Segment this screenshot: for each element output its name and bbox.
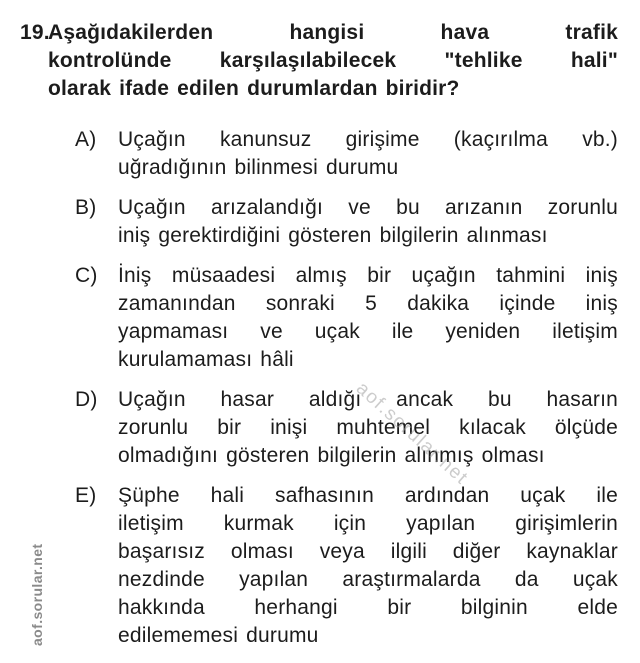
- question-text-line-1: Aşağıdakilerden hangisi hava trafik: [48, 21, 618, 44]
- option-e-line-5: hakkında herhangi bir bilginin elde: [118, 596, 618, 619]
- option-d-line-3: olmadığını gösteren bilgilerin alınmış olması: [118, 444, 545, 467]
- option-letter-a: A): [75, 128, 97, 151]
- option-row-e: [75, 482, 640, 650]
- options-list: [0, 126, 640, 650]
- option-row-b: [75, 194, 640, 250]
- option-d-line-1: Uçağın hasar aldığı ancak bu hasarın: [118, 388, 618, 411]
- question-text-line-3: olarak ifade edilen durumlardan biridir?: [48, 77, 460, 100]
- question-text-line-2: kontrolünde karşılaşılabilecek "tehlike hali": [48, 49, 618, 72]
- question-block: [0, 0, 640, 103]
- option-d-line-2: zorunlu bir inişi muhtemel kılacak ölçüde: [118, 416, 618, 439]
- option-e-line-6: edilememesi durumu: [118, 624, 319, 647]
- watermark-diagonal: aof.sorular.net: [351, 378, 473, 490]
- option-letter-c: C): [75, 264, 98, 287]
- option-c-line-2: zamanından sonraki 5 dakika içinde iniş: [118, 292, 618, 315]
- option-e-line-2: iletişim kurmak için yapılan girişimlerin: [118, 512, 618, 535]
- option-text-e: [118, 482, 618, 650]
- option-b-line-1: Uçağın arızalandığı ve bu arızanın zorunlu: [118, 196, 618, 219]
- watermark-side: aof.sorular.net: [29, 543, 45, 646]
- option-row-a: [75, 126, 640, 182]
- option-e-line-1: Şüphe hali safhasının ardından uçak ile: [118, 484, 618, 507]
- option-b-line-2: iniş gerektirdiğini gösteren bilgilerin alınması: [118, 224, 548, 247]
- option-text-b: [118, 194, 618, 250]
- option-text-c: [118, 262, 618, 374]
- option-c-line-4: kurulamaması hâli: [118, 348, 294, 371]
- option-e-line-3: başarısız olması veya ilgili diğer kaynaklar: [118, 540, 618, 563]
- option-c-line-3: yapmaması ve uçak ile yeniden iletişim: [118, 320, 618, 343]
- option-e-line-4: nezdinde yapılan araştırmalarda da uçak: [118, 568, 618, 591]
- option-c-line-1: İniş müsaadesi almış bir uçağın tahmini iniş: [118, 264, 618, 287]
- option-letter-b: B): [75, 196, 97, 219]
- option-a-line-1: Uçağın kanunsuz girişime (kaçırılma vb.): [118, 128, 618, 151]
- option-text-a: [118, 126, 618, 182]
- option-a-line-2: uğradığının bilinmesi durumu: [118, 156, 399, 179]
- question-number: 19.: [20, 21, 50, 44]
- option-row-c: [75, 262, 640, 374]
- option-letter-e: E): [75, 484, 97, 507]
- question-text: [48, 19, 618, 103]
- option-letter-d: D): [75, 388, 98, 411]
